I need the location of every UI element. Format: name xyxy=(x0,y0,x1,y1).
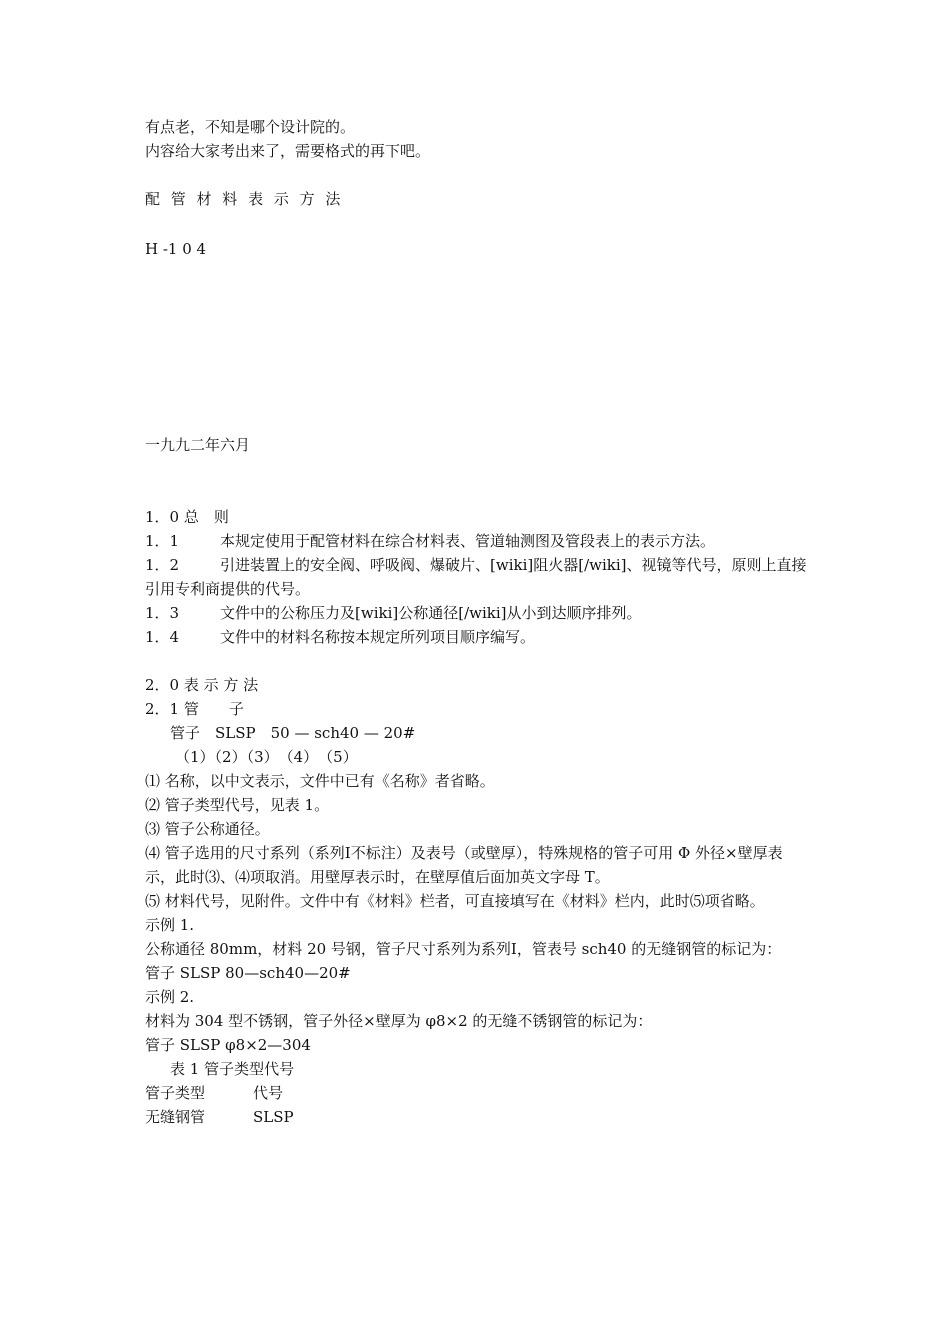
document-title: 配 管 材 料 表 示 方 法 xyxy=(145,190,344,208)
document-date: 一九九二年六月 xyxy=(145,436,251,454)
item-text: 文件中的材料名称按本规定所列项目顺序编写。 xyxy=(220,628,536,646)
pipe-formula: 管子 SLSP 50 — sch40 — 20# xyxy=(170,724,416,742)
item-text: 本规定使用于配管材料在综合材料表、管道轴测图及管段表上的表示方法。 xyxy=(220,532,716,550)
table-header-row xyxy=(145,1081,810,1105)
item-text: 文件中的公称压力及[wiki]公称通径[/wiki]从小到达顺序排列。 xyxy=(220,604,642,622)
table-caption: 表 1 管子类型代号 xyxy=(170,1060,295,1078)
note-3: ⑶ 管子公称通径。 xyxy=(145,820,270,838)
document-page xyxy=(145,115,810,1129)
table-cell-type: 无缝钢管 xyxy=(145,1108,206,1126)
note-1: ⑴ 名称，以中文表示，文件中已有《名称》者省略。 xyxy=(145,772,495,790)
note-4: ⑷ 管子选用的尺寸系列（系列Ⅰ不标注）及表号（或壁厚），特殊规格的管子可用 Φ 外径×壁厚表示，此时⑶、⑷项取消。用壁厚表示时，在壁厚值后面加英文字母 T。 xyxy=(145,844,783,886)
pipe-type-table xyxy=(145,1081,810,1129)
table-header-type: 管子类型 xyxy=(145,1084,206,1102)
table-row xyxy=(145,1105,810,1129)
intro-line-1: 有点老，不知是哪个设计院的。 xyxy=(145,118,356,136)
example-2-code: 管子 SLSP φ8×2—304 xyxy=(145,1036,311,1054)
item-number: 1．4 xyxy=(145,628,180,646)
section1-item-3 xyxy=(145,601,810,625)
item-text: 引进装置上的安全阀、呼吸阀、爆破片、[wiki]阻火器[/wiki]、视镜等代号，原则上直接引用专利商提供的代号。 xyxy=(145,556,807,598)
table-header-code: 代号 xyxy=(253,1084,284,1102)
section1-item-1 xyxy=(145,529,810,553)
table-cell-code: SLSP xyxy=(253,1108,294,1126)
example-1-text: 公称通径 80mm，材料 20 号钢，管子尺寸系列为系列Ⅰ，管表号 sch40 的无缝钢管的标记为： xyxy=(145,940,782,958)
example-2-text: 材料为 304 型不锈钢，管子外径×壁厚为 φ8×2 的无缝不锈钢管的标记为： xyxy=(145,1012,653,1030)
note-2: ⑵ 管子类型代号，见表 1。 xyxy=(145,796,330,814)
example-1-label: 示例 1. xyxy=(145,916,195,934)
section1-heading: 1．0 总 则 xyxy=(145,508,229,526)
section2-subheading: 2．1 管 子 xyxy=(145,700,244,718)
item-number: 1．3 xyxy=(145,604,180,622)
pipe-formula-index: （1）（2）（3） （4） （5） xyxy=(175,748,358,766)
intro-line-2: 内容给大家考出来了，需要格式的再下吧。 xyxy=(145,142,431,160)
item-number: 1．1 xyxy=(145,532,180,550)
example-1-code: 管子 SLSP 80—sch40—20# xyxy=(145,964,351,982)
note-5: ⑸ 材料代号，见附件。文件中有《材料》栏者，可直接填写在《材料》栏内，此时⑸项省略。 xyxy=(145,892,765,910)
section2-heading: 2．0 表 示 方 法 xyxy=(145,676,259,694)
section1-item-4 xyxy=(145,625,810,649)
item-number: 1．2 xyxy=(145,556,180,574)
section1-item-2 xyxy=(145,553,810,601)
example-2-label: 示例 2. xyxy=(145,988,195,1006)
document-code: H -1 0 4 xyxy=(145,240,207,258)
